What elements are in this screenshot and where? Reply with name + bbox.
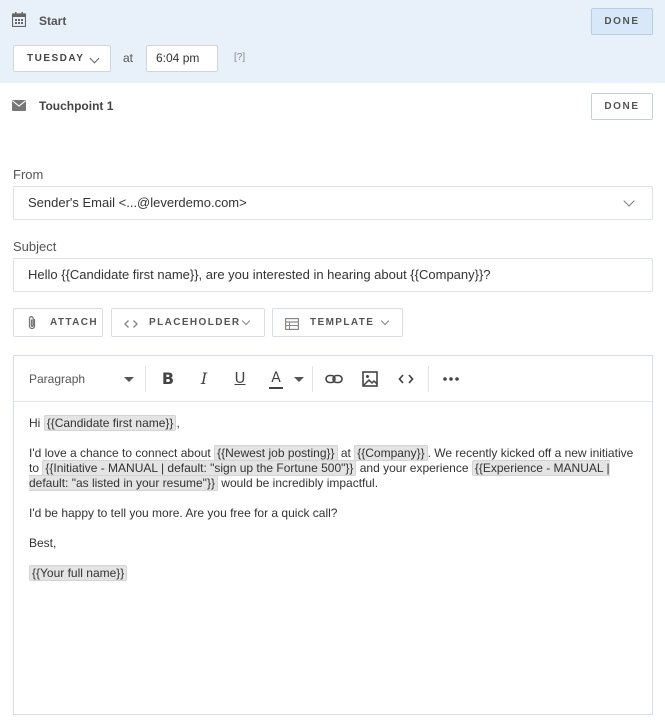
body-paragraph xyxy=(29,416,644,431)
start-done-button[interactable]: DONE xyxy=(591,8,653,35)
body-paragraph: Best, xyxy=(29,536,57,550)
template-button[interactable] xyxy=(272,308,403,337)
toolbar-divider xyxy=(428,366,429,392)
time-input[interactable]: 6:04 pm xyxy=(146,45,218,72)
placeholder-chip[interactable]: {{Company}} xyxy=(354,445,427,461)
placeholder-chip[interactable]: {{Newest job posting}} xyxy=(214,445,337,461)
template-label: TEMPLATE xyxy=(310,317,375,328)
paperclip-icon xyxy=(26,315,38,342)
toolbar-divider xyxy=(145,366,146,392)
body-text: would be incredibly impactful. xyxy=(221,476,379,490)
body-paragraph xyxy=(29,446,644,491)
touchpoint-title: Touchpoint 1 xyxy=(39,99,114,113)
start-section xyxy=(0,0,665,83)
more-icon[interactable] xyxy=(441,369,461,389)
email-editor[interactable] xyxy=(13,355,653,715)
chevron-down-icon xyxy=(90,54,100,64)
subject-input[interactable]: Hello {{Candidate first name}}, are you interested in hearing about {{Company}}? xyxy=(13,258,653,292)
at-label: at xyxy=(123,51,134,65)
placeholder-label: PLACEHOLDER xyxy=(149,317,241,328)
body-text: . We recently kicked off a new initiative to xyxy=(29,446,634,475)
caret-down-icon[interactable] xyxy=(294,377,304,382)
email-body[interactable] xyxy=(29,416,644,596)
chevron-down-icon xyxy=(623,195,634,206)
start-header xyxy=(0,0,665,42)
mail-icon xyxy=(12,98,26,109)
bold-icon[interactable]: B xyxy=(161,369,175,388)
italic-icon[interactable]: I xyxy=(200,369,208,388)
image-icon[interactable] xyxy=(360,369,380,389)
body-text: I'd love a chance to connect about xyxy=(29,446,211,460)
chevron-down-icon xyxy=(242,317,250,325)
start-title: Start xyxy=(39,14,67,28)
caret-down-icon[interactable] xyxy=(124,377,134,382)
placeholder-chip[interactable]: {{Initiative - MANUAL | default: "sign up the Fortune 500"}} xyxy=(42,460,356,476)
body-text: and your experience xyxy=(359,461,469,475)
placeholder-chip[interactable]: {{Experience - MANUAL | default: "as listed in your resume"}} xyxy=(29,461,610,490)
code-icon[interactable] xyxy=(396,369,416,389)
code-brackets-icon xyxy=(124,315,138,342)
day-select[interactable] xyxy=(13,45,111,72)
body-text: at xyxy=(340,446,351,460)
placeholder-chip[interactable]: {{Your full name}} xyxy=(29,565,127,581)
attach-button[interactable] xyxy=(13,308,103,337)
calendar-icon xyxy=(12,12,26,27)
body-paragraph: I'd be happy to tell you more. Are you free for a quick call? xyxy=(29,506,338,520)
editor-toolbar xyxy=(14,356,652,402)
table-icon xyxy=(285,315,299,342)
chevron-down-icon xyxy=(381,317,389,325)
toolbar-divider xyxy=(312,366,313,392)
placeholder-chip[interactable]: {{Candidate first name}} xyxy=(44,415,177,431)
touchpoint-done-button[interactable]: DONE xyxy=(591,93,653,120)
body-text: , xyxy=(176,416,180,430)
underline-icon[interactable]: U xyxy=(234,369,246,387)
day-select-value: TUESDAY xyxy=(27,53,85,64)
text-color-icon[interactable]: A xyxy=(266,369,286,389)
body-paragraph xyxy=(29,566,644,581)
paragraph-style-select[interactable]: Paragraph xyxy=(29,372,86,386)
from-select-value: Sender's Email <...@leverdemo.com> xyxy=(28,195,247,210)
from-select[interactable] xyxy=(13,186,653,220)
placeholder-button[interactable] xyxy=(111,308,265,337)
from-label: From xyxy=(13,167,44,182)
body-text: Hi xyxy=(29,416,41,430)
subject-label: Subject xyxy=(13,239,57,254)
help-link[interactable]: [?] xyxy=(234,52,246,63)
attach-label: ATTACH xyxy=(50,317,99,328)
link-icon[interactable] xyxy=(324,369,344,389)
